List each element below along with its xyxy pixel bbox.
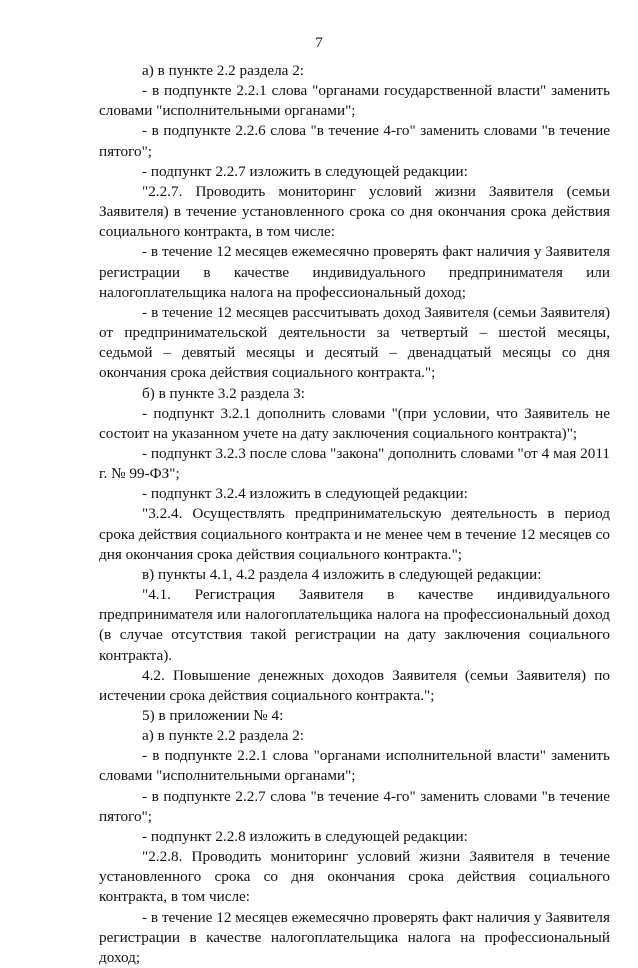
paragraph: - в подпункте 2.2.6 слова "в течение 4-го" заменить словами "в течение пятого"; [99,122,610,160]
paragraph: - подпункт 3.2.1 дополнить словами "(при условии, что Заявитель не состоит на указанном учете на дату заключения социального контракта)"; [99,404,610,442]
paragraph: - в течение 12 месяцев рассчитывать доход Заявителя (семьи Заявителя) от предпринимательской деятельности за четвертый – шестой месяцы, седьмой – девятый месяцы и десятый – двенадцатый месяцы со дня окончания срока действия социального контракта."; [99,303,610,382]
paragraph: - в подпункте 2.2.1 слова "органами государственной власти" заменить словами "исполнительными органами"; [99,82,610,120]
page-number: 7 [315,35,323,51]
paragraph: - в подпункте 2.2.1 слова "органами исполнительной власти" заменить словами "исполнительными органами"; [99,747,610,785]
paragraph: - подпункт 2.2.7 изложить в следующей редакции: [142,162,468,180]
paragraph: б) в пункте 3.2 раздела 3: [142,384,305,402]
paragraph: - подпункт 3.2.3 после слова "закона" дополнить словами "от 4 мая 2011 г. № 99-ФЗ"; [99,444,610,483]
paragraph: - в течение 12 месяцев ежемесячно проверять факт наличия у Заявителя регистрации в качестве налогоплательщика налога на профессиональный доход; [99,908,610,966]
paragraph: "2.2.7. Проводить мониторинг условий жизни Заявителя (семьи Заявителя) в течение установленного срока со дня окончания срока действия социального контракта, в том числе: [99,182,610,241]
paragraph: "3.2.4. Осуществлять предпринимательскую деятельность в период срока действия социального контракта и не менее чем в течение 12 месяцев со дня окончания срока действия социального контракта."; [99,505,610,563]
paragraph: 4.2. Повышение денежных доходов Заявителя (семьи Заявителя) по истечении срока действия социального контракта."; [99,666,610,704]
paragraph: в) пункты 4.1, 4.2 раздела 4 изложить в следующей редакции: [142,565,542,583]
paragraph: 5) в приложении № 4: [142,707,284,724]
paragraph: - в течение 12 месяцев ежемесячно проверять факт наличия у Заявителя регистрации в качестве индивидуального предпринимателя или налогоплательщика налога на профессиональный доход; [99,243,610,301]
paragraph: - подпункт 3.2.4 изложить в следующей редакции: [142,485,468,503]
document-body [99,61,610,968]
paragraph: а) в пункте 2.2 раздела 2: [142,727,305,745]
paragraph: - подпункт 2.2.8 изложить в следующей редакции: [142,827,468,845]
paragraph: а) в пункте 2.2 раздела 2: [142,62,305,79]
paragraph: "4.1. Регистрация Заявителя в качестве индивидуального предпринимателя или налогоплательщика налога на профессиональный доход (в случае отсутствия такой регистрации на дату заключения социального контракта). [99,586,610,664]
paragraph: "2.2.8. Проводить мониторинг условий жизни Заявителя в течение установленного срока со дня окончания срока действия социального контракта, в том числе: [99,848,610,906]
paragraph: - в подпункте 2.2.7 слова "в течение 4-го" заменить словами "в течение пятого"; [99,787,610,825]
